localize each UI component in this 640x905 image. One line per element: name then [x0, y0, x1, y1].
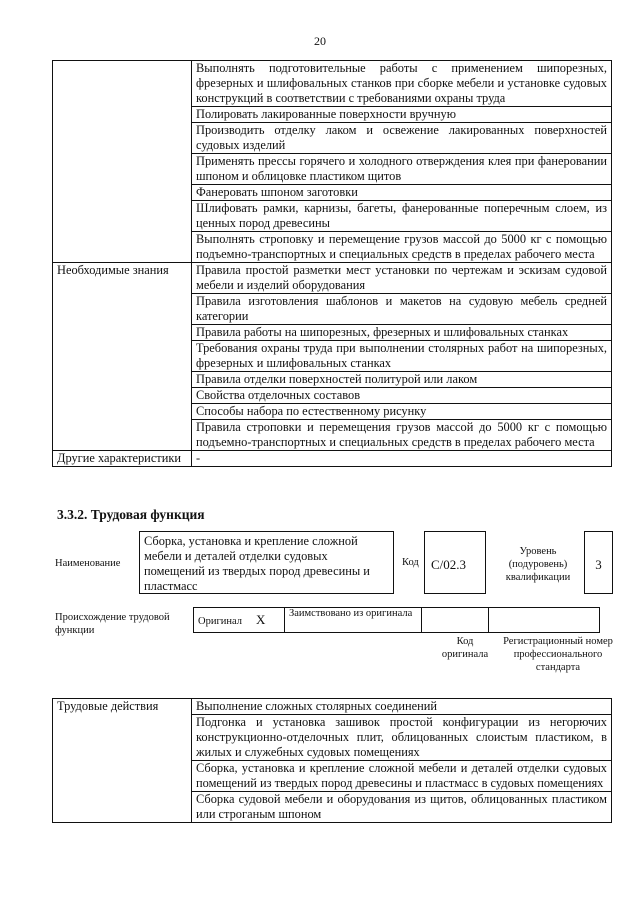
row-text: Шлифовать рамки, карнизы, багеты, фанерованные поперечным слоем, из ценных пород древесины	[192, 201, 612, 232]
row-text: Способы набора по естественному рисунку	[192, 404, 612, 420]
row-text: Сборка, установка и крепление сложной мебели и деталей отделки судовых помещений из твердых пород древесины и пластмасс в судовых помещениях	[192, 761, 612, 792]
function-name-value: Сборка, установка и крепление сложной мебели и деталей отделки судовых помещений из твердых пород древесины и пластмасс	[139, 531, 394, 594]
row-text: Правила работы на шипорезных, фрезерных и шлифовальных станках	[192, 325, 612, 341]
row-text: Правила простой разметки мест установки по чертежам и эскизам судовой мебели и изделий оборудования	[192, 263, 612, 294]
borrowed-label: Заимствовано из оригинала	[285, 608, 422, 633]
skills-knowledge-table	[52, 60, 612, 467]
table-row	[53, 263, 612, 294]
row-text: Сборка судовой мебели и оборудования из щитов, облицованных пластиком или строганым шпоном	[192, 792, 612, 823]
registration-label: Регистрационный номер профессионального стандарта	[503, 636, 613, 673]
registration-number-cell	[489, 608, 600, 633]
row-text: Фанеровать шпоном заготовки	[192, 185, 612, 201]
row-text: Выполнение сложных столярных соединений	[192, 699, 612, 715]
name-label: Наименование	[55, 558, 121, 569]
code-original-label: Код оригинала	[441, 636, 489, 660]
original-code-cell	[422, 608, 489, 633]
row-label-actions: Трудовые действия	[53, 699, 192, 823]
row-label-other: Другие характеристики	[53, 451, 192, 467]
row-text: Подгонка и установка зашивок простой конфигурации из негорючих конструкционно-отделочных плит, облицованных слоистым пластиком, в жилых и служебных судовых помещениях	[192, 715, 612, 761]
table-row	[53, 61, 612, 107]
row-text: Применять прессы горячего и холодного отверждения клея при фанеровании шпоном и облицовке пластиком щитов	[192, 154, 612, 185]
row-label	[53, 61, 192, 263]
row-text: Правила изготовления шаблонов и макетов на судовую мебель средней категории	[192, 294, 612, 325]
section-title: 3.3.2. Трудовая функция	[57, 507, 205, 522]
function-code-value: C/02.3	[424, 531, 486, 594]
origin-table	[193, 607, 600, 633]
row-text: Свойства отделочных составов	[192, 388, 612, 404]
row-label-knowledge: Необходимые знания	[53, 263, 192, 451]
row-text: Полировать лакированные поверхности вручную	[192, 107, 612, 123]
row-text: -	[192, 451, 612, 467]
table-row	[53, 451, 612, 467]
level-value: 3	[584, 531, 613, 594]
row-text: Выполнять строповку и перемещение грузов массой до 5000 кг с помощью подъемно-транспортных и специальных средств в пределах рабочего места	[192, 232, 612, 263]
page-number: 20	[314, 34, 326, 48]
row-text: Производить отделку лаком и освежение лакированных поверхностей судовых изделий	[192, 123, 612, 154]
original-label: Оригинал	[198, 616, 242, 627]
level-label: Уровень (подуровень) квалификации	[505, 546, 571, 583]
row-text: Правила строповки и перемещения грузов массой до 5000 кг с помощью подъемно-транспортных и специальных средств в пределах рабочего места	[192, 420, 612, 451]
origin-original-cell	[194, 608, 285, 633]
table-row	[53, 699, 612, 715]
row-text: Правила отделки поверхностей политурой или лаком	[192, 372, 612, 388]
row-text: Выполнять подготовительные работы с применением шипорезных, фрезерных и шлифовальных станков при сборке мебели и установке судовых конструкций в соответствии с требованиями охраны труда	[192, 61, 612, 107]
code-label: Код	[402, 557, 419, 568]
row-text: Требования охраны труда при выполнении столярных работ на шипорезных, фрезерных и шлифовальных станках	[192, 341, 612, 372]
original-mark: X	[256, 612, 266, 627]
origin-label: Происхождение трудовой функции	[55, 612, 170, 636]
labor-actions-table	[52, 698, 612, 823]
